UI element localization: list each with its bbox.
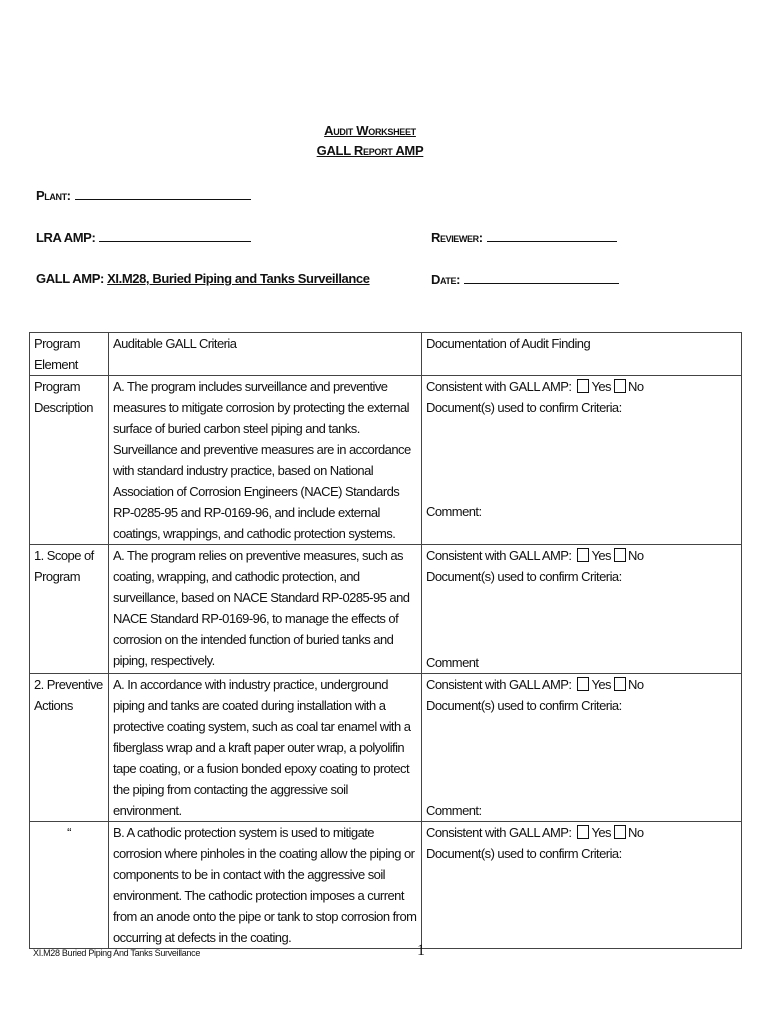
table-row xyxy=(30,545,742,674)
reviewer-label: Reviewer: xyxy=(431,230,483,245)
comment-label: Comment: xyxy=(426,504,482,519)
report-title: GALL Report AMP xyxy=(316,143,424,158)
row-criteria: B. A cathodic protection system is used to mitigate corrosion where pinholes in the coating allow the piping or components to be in contact with the aggressive soil environment. The cathodic protection imposes a current from an anode onto the pipe or tank to stop corrosion from occurring at defects in the coating. xyxy=(109,822,422,949)
table-header-row xyxy=(30,333,742,376)
header-auditable-criteria: Auditable GALL Criteria xyxy=(109,333,422,376)
row-element-ditto: “ xyxy=(30,822,109,949)
gall-amp-field xyxy=(36,271,370,286)
no-label: No xyxy=(628,677,644,692)
consistent-line xyxy=(426,545,737,566)
row-documentation xyxy=(422,822,742,949)
consistent-line xyxy=(426,674,737,695)
row-documentation xyxy=(422,376,742,545)
row-documentation xyxy=(422,545,742,674)
date-field xyxy=(431,271,619,287)
documents-label: Document(s) used to confirm Criteria: xyxy=(426,846,622,861)
comment-label: Comment: xyxy=(426,803,482,818)
page-number: 1 xyxy=(417,942,425,959)
row-criteria: A. The program relies on preventive measures, such as coating, wrapping, and cathodic protection, and surveillance, based on NACE Standard RP-0285-95 and NACE Standard RP-0169-96, to manage the effects of corrosion on the intended function of buried tanks and piping, respectively. xyxy=(109,545,422,674)
no-label: No xyxy=(628,379,644,394)
no-checkbox[interactable] xyxy=(614,825,626,839)
table-row xyxy=(30,376,742,545)
yes-checkbox[interactable] xyxy=(577,677,589,691)
documents-label: Document(s) used to confirm Criteria: xyxy=(426,698,622,713)
documents-label: Document(s) used to confirm Criteria: xyxy=(426,400,622,415)
yes-checkbox[interactable] xyxy=(577,548,589,562)
worksheet-title: Audit Worksheet xyxy=(324,123,416,138)
no-label: No xyxy=(628,548,644,563)
yes-label: Yes xyxy=(591,379,612,394)
plant-field xyxy=(36,187,251,203)
footer-title: XI.M28 Buried Piping And Tanks Surveillance xyxy=(33,948,201,958)
comment-label: Comment xyxy=(426,655,479,670)
gall-amp-value: XI.M28, Buried Piping and Tanks Surveillance xyxy=(107,271,370,286)
no-checkbox[interactable] xyxy=(614,548,626,562)
reviewer-field xyxy=(431,229,617,245)
row-element: Program Description xyxy=(30,376,109,545)
reviewer-input-line[interactable] xyxy=(487,229,617,242)
consistent-label: Consistent with GALL AMP: xyxy=(426,825,572,840)
documents-label: Document(s) used to confirm Criteria: xyxy=(426,569,622,584)
yes-label: Yes xyxy=(591,825,612,840)
yes-checkbox[interactable] xyxy=(577,825,589,839)
table-row xyxy=(30,674,742,822)
plant-label: Plant: xyxy=(36,188,71,203)
row-element: 1. Scope of Program xyxy=(30,545,109,674)
lra-amp-label: LRA AMP: xyxy=(36,230,96,245)
consistent-line xyxy=(426,376,737,397)
consistent-label: Consistent with GALL AMP: xyxy=(426,379,572,394)
consistent-label: Consistent with GALL AMP: xyxy=(426,548,572,563)
no-checkbox[interactable] xyxy=(614,677,626,691)
audit-table xyxy=(29,332,742,949)
no-label: No xyxy=(628,825,644,840)
date-label: Date: xyxy=(431,272,461,287)
row-documentation xyxy=(422,674,742,822)
gall-amp-label: GALL AMP: xyxy=(36,271,104,286)
yes-label: Yes xyxy=(591,548,612,563)
row-element: 2. Preventive Actions xyxy=(30,674,109,822)
consistent-line xyxy=(426,822,737,843)
row-criteria: A. In accordance with industry practice, underground piping and tanks are coated during installation with a protective coating system, such as coal tar enamel with a fiberglass wrap and a kraft paper outer wrap, a polyolifin tape coating, or a fusion bonded epoxy coating to protect the piping from contacting the aggressive soil environment. xyxy=(109,674,422,822)
yes-checkbox[interactable] xyxy=(577,379,589,393)
yes-label: Yes xyxy=(591,677,612,692)
header-program-element: Program Element xyxy=(30,333,109,376)
row-criteria: A. The program includes surveillance and preventive measures to mitigate corrosion by protecting the external surface of buried carbon steel piping and tanks. Surveillance and preventive measures are in accordance with standard industry practice, based on National Association of Corrosion Engineers (NACE) Standards RP-0285-95 and RP-0169-96, and include external coatings, wrappings, and cathodic protection systems. xyxy=(109,376,422,545)
date-input-line[interactable] xyxy=(464,271,619,284)
header-documentation: Documentation of Audit Finding xyxy=(422,333,742,376)
no-checkbox[interactable] xyxy=(614,379,626,393)
consistent-label: Consistent with GALL AMP: xyxy=(426,677,572,692)
lra-amp-field xyxy=(36,229,251,245)
plant-input-line[interactable] xyxy=(75,187,251,200)
table-row xyxy=(30,822,742,949)
lra-amp-input-line[interactable] xyxy=(99,229,251,242)
